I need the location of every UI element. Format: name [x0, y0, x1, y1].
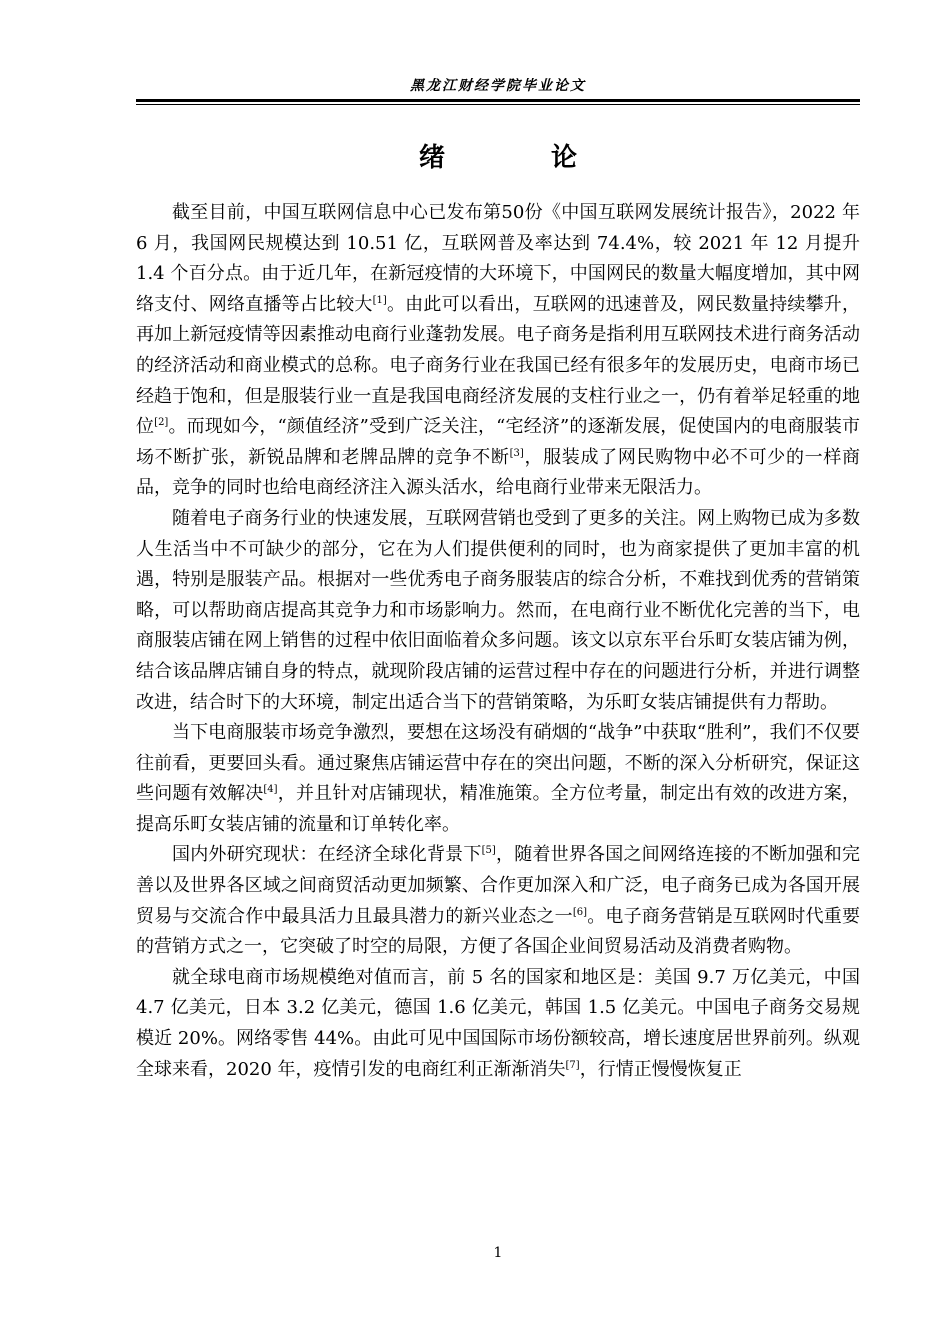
- body-paragraph: [136, 963, 860, 1085]
- citation-marker: [5]: [481, 845, 496, 857]
- page-number: 1: [493, 1245, 503, 1261]
- paragraph-text: 国内外研究现状：在经济全球化背景下: [172, 844, 482, 866]
- citation-marker: [2]: [154, 417, 169, 429]
- paragraph-text: ，随着世界各国之间网络连接的不断加强和完善以及世界各区域之间商贸活动更加频繁、合作更加深入和广泛，电子商务已成为各国开展贸易与交流合作中最具活力且最具潜力的新兴业态之一: [136, 844, 861, 927]
- running-header: 黑龙江财经学院毕业论文: [410, 78, 586, 94]
- paragraph-text: 。电子商务营销是互联网时代重要的营销方式之一，它突破了时空的局限，方便了各国企业间贸易活动及消费者购物。: [136, 905, 861, 958]
- paragraph-text: 截至目前，中国互联网信息中心已发布第50份《中国互联网发展统计报告》，2022 年 6 月，我国网民规模达到 10.51 亿，互联网普及率达到 74.4%，较 2021 年 12 月提升 1.4 个百分点。由于近几年，在新冠疫情的大环境下，中国网民的数量大幅度增加，其中网络支付、网络直播等占比较大: [136, 202, 860, 315]
- citation-marker: [4]: [263, 784, 278, 796]
- paragraph-text: 随着电子商务行业的快速发展，互联网营销也受到了更多的关注。网上购物已成为多数人生活当中不可缺少的部分，它在为人们提供便利的同时，也为商家提供了更加丰富的机遇，特别是服装产品。根据对一些优秀电子商务服装店的综合分析，不难找到优秀的营销策略，可以帮助商店提高其竞争力和市场影响力。然而，在电商行业不断优化完善的当下，电商服装店铺在网上销售的过程中依旧面临着众多问题。该文以京东平台乐町女装店铺为例，结合该品牌店铺自身的特点，就现阶段店铺的运营过程中存在的问题进行分析，并进行调整改进，结合时下的大环境，制定出适合当下的营销策略，为乐町女装店铺提供有力帮助。: [136, 507, 860, 713]
- citation-marker: [1]: [372, 294, 387, 306]
- header-rule-thin: [136, 104, 860, 105]
- paragraph-text: ，并且针对店铺现状，精准施策。全方位考量，制定出有效的改进方案，提高乐町女装店铺的流量和订单转化率。: [136, 783, 860, 835]
- header-rule-thick: [136, 99, 860, 102]
- body-paragraph: [136, 718, 860, 840]
- citation-marker: [3]: [509, 447, 524, 459]
- body-paragraph: [136, 840, 860, 962]
- paragraph-text: 当下电商服装市场竞争激烈，要想在这场没有硝烟的“战争”中获取“胜利”，我们不仅要往前看，更要回头看。通过聚焦店铺运营中存在的突出问题，不断的深入分析研究，保证这些问题有效解决: [136, 722, 860, 805]
- body-text: [136, 198, 860, 1085]
- paragraph-text: 。由此可以看出，互联网的迅速普及，网民数量持续攀升，再加上新冠疫情等因素推动电商行业蓬勃发展。电子商务是指利用互联网技术进行商务活动的经济活动和商业模式的总称。电子商务行业在我国已经有很多年的发展历史，电商市场已经趋于饱和，但是服装行业一直是我国电商经济发展的支柱行业之一，仍有着举足轻重的地位: [136, 293, 860, 438]
- body-paragraph: [136, 198, 860, 504]
- citation-marker: [7]: [565, 1059, 580, 1071]
- paragraph-text: 。而现如今，“颜值经济”受到广泛关注，“宅经济”的逐渐发展，促使国内的电商服装市场不断扩张，新锐品牌和老牌品牌的竞争不断: [136, 416, 860, 468]
- body-paragraph: [136, 504, 860, 718]
- chapter-title: 绪 论: [418, 143, 617, 173]
- paragraph-text: 就全球电商市场规模绝对值而言，前 5 名的国家和地区是：美国 9.7 万亿美元，中国 4.7 亿美元，日本 3.2 亿美元，德国 1.6 亿美元，韩国 1.5 亿美元。中国电子商务交易规模近 20%。网络零售 44%。由此可见中国国际市场份额较高，增长速度居世界前列。纵观全球来看，2020 年，疫情引发的电商红利正渐渐消失: [136, 966, 860, 1080]
- citation-marker: [6]: [572, 906, 587, 918]
- paragraph-text: ，服装成了网民购物中必不可少的一样商品，竞争的同时也给电商经济注入源头活水，给电商行业带来无限活力。: [136, 446, 860, 499]
- paragraph-text: ，行情正慢慢恢复正: [579, 1058, 742, 1080]
